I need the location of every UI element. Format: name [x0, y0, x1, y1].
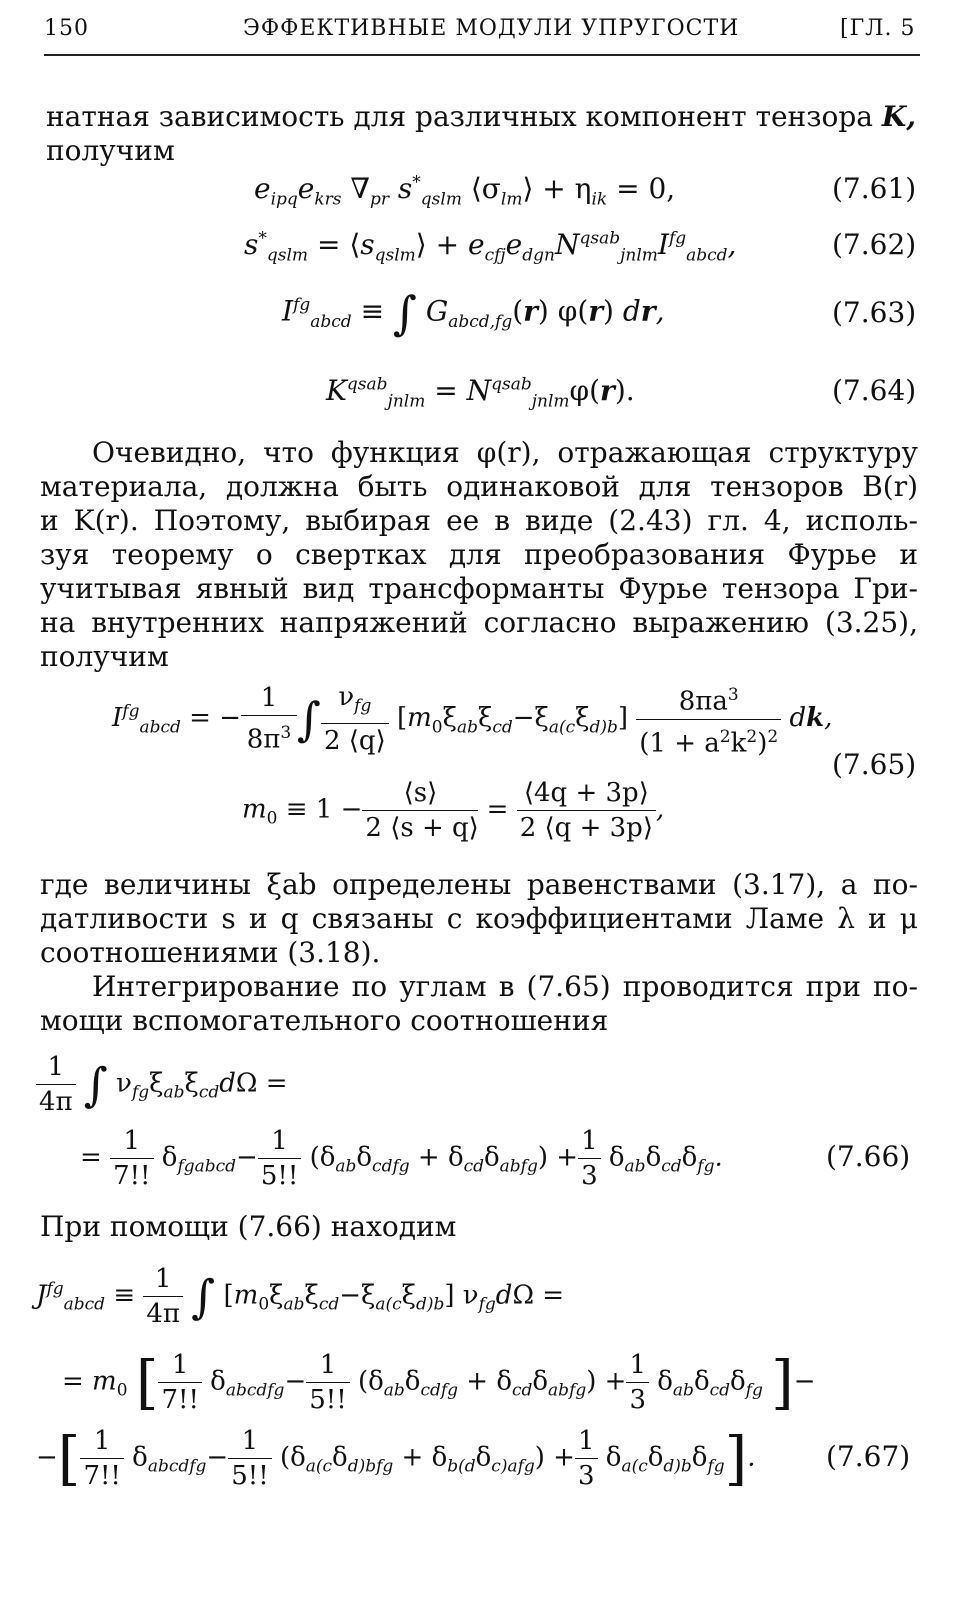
equation-7-63: $I^{fg}_{abcd}$ ≡ ∫ $G_{abcd,fg}(r)$ φ(r) dr,	[282, 286, 665, 340]
paragraph3-line3: соотношениями (3.18).	[40, 936, 381, 969]
chapter-label: [ГЛ. 5	[840, 16, 916, 41]
paragraph1-line1-text: натная зависимость для различных компонент тензора	[46, 100, 873, 133]
equation-7-65-line2: $m_0 \equiv 1$ − $\frac{⟨s⟩}{2 ⟨s + q⟩}$ = $\frac{⟨4q + 3p⟩}{2 ⟨q + 3p⟩}$ ,	[242, 778, 665, 843]
paragraph2-line6: на внутренних напряжений согласно выражению (3.25),	[40, 606, 918, 639]
equation-number-7-62: (7.62)	[832, 228, 917, 261]
paragraph2-line4: зуя теорему о свертках для преобразования Фурье и	[40, 538, 918, 571]
equation-7-65-line1: $I^{fg}_{abcd}$ = − $\frac{1}{8\pi^3}$ ∫ $\frac{\nu_{fg}}{2 ⟨q⟩}$ $[m_0\xi_{ab}\xi_{cd}-\xi_{a(c}\xi_{d)b}]$ $\frac{8\pi a^3}{(1 + a^2k^2)^2}$ dk,	[112, 678, 832, 760]
equation-7-66-line1: $\frac{1}{4\pi}$ ∫ $\nu_{fg}\xi_{ab}\xi_{cd}d\Omega$ =	[36, 1050, 288, 1119]
equation-number-7-65: (7.65)	[832, 748, 917, 781]
equation-7-67-line3: −[ $\frac{1}{7!!}$ $\delta_{abcdfg}-$ $\frac{1}{5!!}$ $(\delta_{a(c}\delta_{d)bfg} + \delta_{b(d}\delta_{c)afg})$ + $\frac{1}{3}$ $\delta_{a(c}\delta_{d)b}\delta_{fg}$].	[36, 1424, 756, 1493]
equation-7-67-line2: = $m_0$ [ $\frac{1}{7!!}$ $\delta_{abcdfg}-$ $\frac{1}{5!!}$ $(\delta_{ab}\delta_{cdfg} + \delta_{cd}\delta_{abfg})$ + $\frac{1}{3}$ $\delta_{ab}\delta_{cd}\delta_{fg}$ ]−	[62, 1348, 816, 1417]
equation-number-7-61: (7.61)	[832, 172, 917, 205]
paragraph2-line5: учитывая явный вид трансформанты Фурье тензора Гри-	[40, 572, 918, 605]
paragraph2-line3: и K(r). Поэтому, выбирая ее в виде (2.43) гл. 4, исполь-	[40, 504, 918, 537]
header-rule	[44, 54, 920, 56]
running-title: ЭФФЕКТИВНЫЕ МОДУЛИ УПРУГОСТИ	[243, 16, 740, 41]
page-number: 150	[44, 16, 89, 41]
equation-number-7-63: (7.63)	[832, 296, 917, 329]
equation-7-67-line1: $J^{fg}_{abcd}$ ≡ $\frac{1}{4\pi}$ ∫ $[m_0\xi_{ab}\xi_{cd}-\xi_{a(c}\xi_{d)b}] \nu_{fg}d\Omega$ =	[36, 1264, 565, 1329]
paragraph2-line2: материала, должна быть одинаковой для тензоров B(r)	[40, 470, 918, 503]
paragraph1-line2: получим	[46, 134, 175, 167]
paragraph1-line1	[46, 100, 916, 134]
equation-7-62: $s^*_{qslm}$ = $⟨s_{qslm}⟩ + e_{cfj}e_{dgn}N^{qsab}_{jnlm}I^{fg}_{abcd}$,	[244, 228, 737, 266]
equation-7-66-line2: = $\frac{1}{7!!}$ $\delta_{fgabcd}-$ $\frac{1}{5!!}$ $(\delta_{ab}\delta_{cdfg} + \delta_{cd}\delta_{abfg})$ + $\frac{1}{3}$ $\delta_{ab}\delta_{cd}\delta_{fg}$.	[80, 1126, 723, 1191]
paragraph4-line1: Интегрирование по углам в (7.65) проводится при по-	[92, 970, 918, 1003]
paragraph2-line1: Очевидно, что функция φ(r), отражающая структуру	[92, 436, 918, 469]
equation-number-7-64: (7.64)	[832, 374, 917, 407]
paragraph4-line2: мощи вспомогательного соотношения	[40, 1004, 609, 1037]
tensor-k-symbol: K,	[881, 100, 916, 133]
equation-number-7-67: (7.67)	[826, 1440, 911, 1473]
equation-7-64: $K^{qsab}_{jnlm} = N^{qsab}_{jnlm}\varphi(r)$.	[326, 374, 635, 412]
paragraph3-line2: датливости s и q связаны с коэффициентами Ламе λ и μ	[40, 902, 918, 935]
paragraph2-line7: получим	[40, 640, 169, 673]
paragraph3-line1: где величины ξab определены равенствами (3.17), а по-	[40, 868, 918, 901]
equation-7-61: $e_{ipq}e_{krs}$ $\nabla_{pr}$ $s^*_{qslm}$ $⟨\sigma_{lm}⟩ + \eta_{ik} = 0$,	[254, 172, 676, 210]
equation-number-7-66: (7.66)	[826, 1140, 911, 1173]
paragraph5-line1: При помощи (7.66) находим	[40, 1210, 457, 1243]
